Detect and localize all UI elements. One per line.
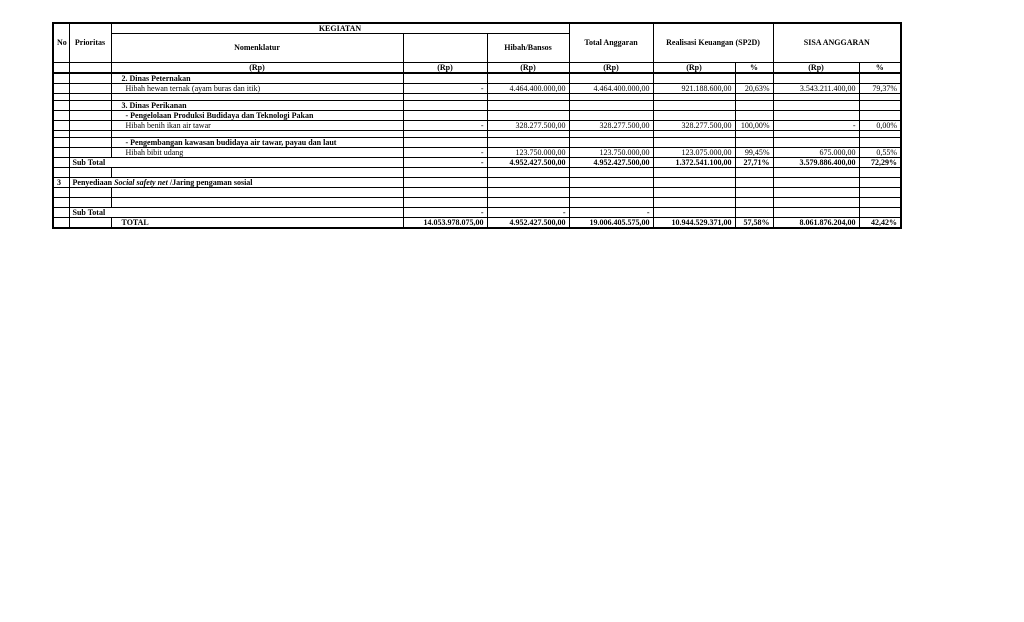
header-prioritas: Prioritas bbox=[69, 23, 111, 63]
table-row bbox=[53, 73, 901, 84]
subsection-label: - Pengembangan kawasan budidaya air tawar, payau dan laut bbox=[111, 138, 403, 148]
unit-realisasi: (Rp) bbox=[653, 63, 735, 74]
spacer-row bbox=[53, 188, 901, 198]
row-label: Hibah hewan ternak (ayam buras dan itik) bbox=[111, 84, 403, 94]
table-row: Hibah bibit udang - 123.750.000,00 123.750.000,00 123.075.000,00 99,45% 675.000,00 0,55% bbox=[53, 148, 901, 158]
subtotal-label: Sub Total bbox=[69, 158, 403, 168]
subtotal-row: Sub Total - 4.952.427.500,00 4.952.427.500,00 1.372.541.100,00 27,71% 3.579.886.400,00 72,29% bbox=[53, 158, 901, 168]
section-label: 3. Dinas Perikanan bbox=[111, 101, 403, 111]
table-row bbox=[53, 138, 901, 148]
subtotal-row: Sub Total - - - bbox=[53, 208, 901, 218]
header-sisa: SISA ANGGARAN bbox=[773, 23, 901, 63]
subsection-label: - Pengelolaan Produksi Budidaya dan Teknologi Pakan bbox=[111, 111, 403, 121]
spacer-row bbox=[53, 94, 901, 101]
header-kegiatan: KEGIATAN bbox=[111, 23, 569, 34]
unit-realisasi-pct: % bbox=[735, 63, 773, 74]
total-row: TOTAL 14.053.978.075,00 4.952.427.500,00 19.006.405.575,00 10.944.529.371,00 57,58% 8.061.876.204,00 42,42% bbox=[53, 218, 901, 229]
unit-sisa-pct: % bbox=[859, 63, 901, 74]
header-total-anggaran: Total Anggaran bbox=[569, 23, 653, 63]
header-blank bbox=[403, 34, 487, 63]
row-number: 3 bbox=[53, 178, 69, 188]
spacer-row bbox=[53, 168, 901, 178]
budget-table bbox=[52, 22, 902, 229]
table-row bbox=[53, 111, 901, 121]
unit-sisa: (Rp) bbox=[773, 63, 859, 74]
section-label: Penyediaan Social safety net /Jaring pengaman sosial bbox=[69, 178, 403, 188]
header-hibah: Hibah/Bansos bbox=[487, 34, 569, 63]
table-row bbox=[53, 178, 901, 188]
header-no: No bbox=[53, 23, 69, 63]
spacer-row bbox=[53, 131, 901, 138]
subtotal-label: Sub Total bbox=[69, 208, 403, 218]
unit-hibah: (Rp) bbox=[487, 63, 569, 74]
row-label: Hibah bibit udang bbox=[111, 148, 403, 158]
table-row: Hibah hewan ternak (ayam buras dan itik) - 4.464.400.000,00 4.464.400.000,00 921.188.600,00 20,63% 3.543.211.400,00 79,37% bbox=[53, 84, 901, 94]
table-row bbox=[53, 101, 901, 111]
spacer-row bbox=[53, 198, 901, 208]
table-row: Hibah benih ikan air tawar - 328.277.500,00 328.277.500,00 328.277.500,00 100,00% - 0,00% bbox=[53, 121, 901, 131]
unit-nomenklatur: (Rp) bbox=[111, 63, 403, 74]
unit-col4: (Rp) bbox=[403, 63, 487, 74]
header-nomenklatur: Nomenklatur bbox=[111, 34, 403, 63]
unit-total: (Rp) bbox=[569, 63, 653, 74]
total-label: TOTAL bbox=[111, 218, 403, 229]
row-label: Hibah benih ikan air tawar bbox=[111, 121, 403, 131]
section-label: 2. Dinas Peternakan bbox=[111, 73, 403, 84]
header-realisasi: Realisasi Keuangan (SP2D) bbox=[653, 23, 773, 63]
